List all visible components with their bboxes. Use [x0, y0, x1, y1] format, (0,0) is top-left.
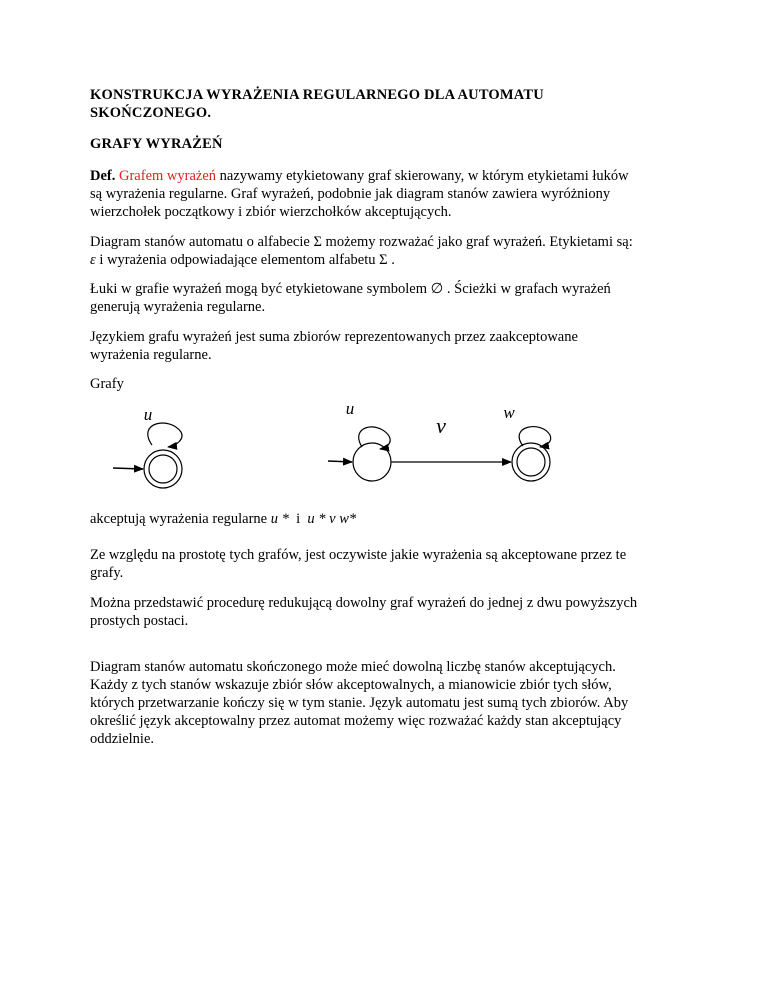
- empty-line-2: generują wyrażenia regularne.: [90, 299, 266, 315]
- epsilon-symbol: ε: [90, 252, 96, 268]
- definition-line-2: są wyrażenia regularne. Graf wyrażeń, podobnie jak diagram stanów zawiera wyróżniony: [90, 186, 611, 202]
- graph1-loop-label: u: [143, 405, 153, 424]
- accept-line-conjunction: i: [288, 511, 308, 527]
- document-title: [90, 86, 680, 122]
- title-line-1: KONSTRUKCJA WYRAŻENIA REGULARNEGO DLA AUTOMATU: [90, 87, 544, 103]
- simplicity-line-1: Ze względu na prostotę tych grafów, jest oczywiste jakie wyrażenia są akceptowane przez te: [90, 547, 627, 563]
- graph1-self-loop: [148, 423, 182, 447]
- diagram-line-2: [90, 251, 690, 269]
- procedure-paragraph: [90, 594, 690, 630]
- definition-line-1-rest: nazywamy etykietowany graf skierowany, w którym etykietami łuków: [216, 168, 629, 184]
- empty-line-1-a: Łuki w grafie wyrażeń mogą być etykietowane symbolem: [90, 281, 431, 297]
- diagram-line-1-b: możemy rozważać jako graf wyrażeń. Etykietami są:: [321, 234, 633, 250]
- empty-symbol-paragraph: [90, 280, 690, 316]
- graph1-accept-state-inner: [149, 455, 177, 483]
- final-line-3: których przetwarzanie kończy się w tym stanie. Język automatu jest sumą tych zbiorów. Aby: [90, 695, 629, 711]
- sigma-symbol-2: Σ: [379, 252, 388, 268]
- diagram-line-1: [90, 233, 690, 251]
- diagram-line-1-a: Diagram stanów automatu o alfabecie: [90, 234, 314, 250]
- language-paragraph: [90, 328, 690, 364]
- graph2-accept-state-outer: [512, 443, 550, 481]
- language-line-2: wyrażenia regularne.: [90, 347, 212, 363]
- simplicity-paragraph: [90, 546, 690, 582]
- section-heading: GRAFY WYRAŻEŃ: [90, 136, 223, 152]
- definition-line-3: wierzchołek początkowy i zbiór wierzchołków akceptujących.: [90, 204, 452, 220]
- graph1-accept-state-outer: [144, 450, 182, 488]
- accept-line-text: akceptują wyrażenia regularne: [90, 511, 271, 527]
- graph2-start-state: [353, 443, 391, 481]
- definition-label: Def.: [90, 168, 116, 184]
- final-line-5: oddzielnie.: [90, 731, 155, 747]
- title-line-2: SKOŃCZONEGO.: [90, 105, 212, 121]
- graph2-start-loop-label: u: [345, 399, 355, 418]
- graph2-edge-label: v: [436, 413, 446, 438]
- definition-paragraph: [90, 167, 690, 221]
- diagram-line-2-b: .: [387, 252, 395, 268]
- graph2-accept-state-inner: [517, 448, 545, 476]
- diagram-line-2-a: i wyrażenia odpowiadające elementom alfabetu: [95, 252, 380, 268]
- graph2-accept-loop-label: w: [503, 403, 515, 422]
- grafy-label: Grafy: [90, 376, 124, 392]
- empty-set-symbol: ∅: [430, 281, 444, 297]
- procedure-line-1: Można przedstawić procedurę redukującą dowolny graf wyrażeń do jednej z dwu powyższych: [90, 595, 638, 611]
- language-line-1: Językiem grafu wyrażeń jest suma zbiorów reprezentowanych przez zaakceptowane: [90, 329, 578, 345]
- final-line-2: Każdy z tych stanów wskazuje zbiór słów akceptowalnych, a mianowicie zbiór tych słów,: [90, 677, 612, 693]
- simplicity-line-2: grafy.: [90, 565, 124, 581]
- final-line-1: Diagram stanów automatu skończonego może mieć dowolną liczbę stanów akceptujących.: [90, 659, 616, 675]
- procedure-line-2: prostych postaci.: [90, 613, 189, 629]
- definition-line-1: [90, 167, 690, 185]
- definition-term: Grafem wyrażeń: [119, 168, 217, 184]
- accept-expressions-line: [90, 510, 690, 528]
- expression-u-star: u *: [270, 511, 289, 527]
- expression-graphs-diagram: [0, 395, 768, 505]
- graph2-start-arrow: [328, 461, 352, 462]
- sigma-symbol: Σ: [313, 234, 322, 250]
- empty-line-1: [90, 280, 690, 298]
- final-line-4: określić język akceptowalny przez automat możemy więc rozważać każdy stan akceptujący: [90, 713, 622, 729]
- expression-u-star-v-w-star: u * v w*: [307, 511, 357, 527]
- diagram-paragraph: [90, 233, 690, 269]
- empty-line-1-b: . Ścieżki w grafach wyrażeń: [443, 281, 611, 297]
- graph1-start-arrow: [113, 468, 143, 469]
- final-paragraph: [90, 658, 690, 748]
